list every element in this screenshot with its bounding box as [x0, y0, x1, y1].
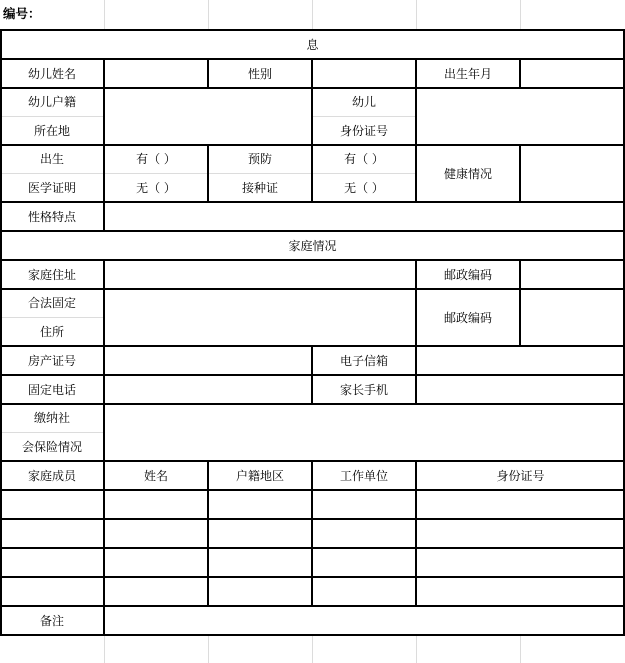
section-title-family: 家庭情况: [288, 238, 337, 253]
parent-mobile-label: 家长手机: [339, 382, 388, 397]
email-field[interactable]: [416, 346, 625, 375]
member-region-cell[interactable]: [208, 577, 312, 606]
member-workplace-cell[interactable]: [312, 548, 416, 577]
child-id-label-line2: 身份证号: [339, 124, 388, 138]
personality-field[interactable]: [104, 202, 625, 231]
postcode-field-2[interactable]: [520, 289, 625, 346]
gender-field[interactable]: [312, 59, 416, 88]
member-region-cell[interactable]: [208, 548, 312, 577]
gender-label: 性别: [247, 66, 272, 81]
member-name-cell[interactable]: [104, 548, 208, 577]
member-region-cell[interactable]: [208, 490, 312, 519]
vaccination-label-line1: 预防: [247, 152, 272, 166]
member-id-cell[interactable]: [416, 519, 625, 548]
child-id-label-line1: 幼儿: [351, 95, 376, 109]
member-workplace-cell[interactable]: [312, 519, 416, 548]
social-insurance-label-line2: 会保险情况: [21, 440, 82, 454]
household-field[interactable]: [104, 88, 312, 145]
health-field[interactable]: [520, 145, 625, 202]
landline-label: 固定电话: [27, 382, 76, 397]
serial-number-field[interactable]: [104, 0, 625, 29]
health-label: 健康情况: [443, 166, 492, 181]
member-name-cell[interactable]: [104, 490, 208, 519]
member-relation-cell[interactable]: [0, 519, 104, 548]
legal-residence-field[interactable]: [104, 289, 416, 346]
birth-cert-label-line1: 出生: [39, 152, 64, 166]
vaccination-label-line2: 接种证: [241, 181, 278, 195]
member-relation-cell[interactable]: [0, 490, 104, 519]
social-insurance-field[interactable]: [104, 404, 625, 461]
postcode-label: 邮政编码: [443, 267, 492, 282]
birth-cert-no-option[interactable]: 无（ ）: [136, 181, 176, 195]
home-address-label: 家庭住址: [27, 267, 76, 282]
postcode-field[interactable]: [520, 260, 625, 289]
member-id-cell[interactable]: [416, 577, 625, 606]
birth-cert-yes-option[interactable]: 有（ ）: [136, 152, 176, 166]
member-id-cell[interactable]: [416, 490, 625, 519]
household-label-line1: 幼儿户籍: [27, 95, 76, 109]
member-name-header: 姓名: [143, 468, 168, 483]
section-title-info: 息: [306, 37, 319, 52]
birth-date-field[interactable]: [520, 59, 625, 88]
member-id-header: 身份证号: [496, 468, 545, 483]
property-cert-label: 房产证号: [27, 353, 76, 368]
remarks-field[interactable]: [104, 606, 625, 635]
remarks-label: 备注: [39, 613, 64, 628]
social-insurance-label-line1: 缴纳社: [33, 411, 70, 425]
serial-number-label: 编号：: [3, 6, 41, 22]
legal-residence-label-line1: 合法固定: [27, 296, 76, 310]
personality-label: 性格特点: [27, 209, 76, 224]
vaccination-no-option[interactable]: 无（ ）: [344, 181, 384, 195]
property-cert-field[interactable]: [104, 346, 312, 375]
member-relation-cell[interactable]: [0, 577, 104, 606]
parent-mobile-field[interactable]: [416, 375, 625, 404]
member-workplace-cell[interactable]: [312, 490, 416, 519]
member-region-header: 户籍地区: [235, 468, 284, 483]
member-id-cell[interactable]: [416, 548, 625, 577]
member-relation-cell[interactable]: [0, 548, 104, 577]
birth-cert-label-line2: 医学证明: [27, 181, 76, 195]
member-workplace-cell[interactable]: [312, 577, 416, 606]
member-region-cell[interactable]: [208, 519, 312, 548]
child-name-label: 幼儿姓名: [27, 66, 76, 81]
home-address-field[interactable]: [104, 260, 416, 289]
household-label-line2: 所在地: [33, 124, 70, 138]
email-label: 电子信箱: [339, 353, 388, 368]
child-id-field[interactable]: [416, 88, 625, 145]
family-member-header: 家庭成员: [27, 468, 76, 483]
vaccination-yes-option[interactable]: 有（ ）: [344, 152, 384, 166]
member-workplace-header: 工作单位: [339, 468, 388, 483]
landline-field[interactable]: [104, 375, 312, 404]
postcode-label-2: 邮政编码: [443, 310, 492, 325]
birth-date-label: 出生年月: [443, 66, 492, 81]
child-name-field[interactable]: [104, 59, 208, 88]
member-name-cell[interactable]: [104, 519, 208, 548]
member-name-cell[interactable]: [104, 577, 208, 606]
legal-residence-label-line2: 住所: [39, 325, 64, 339]
